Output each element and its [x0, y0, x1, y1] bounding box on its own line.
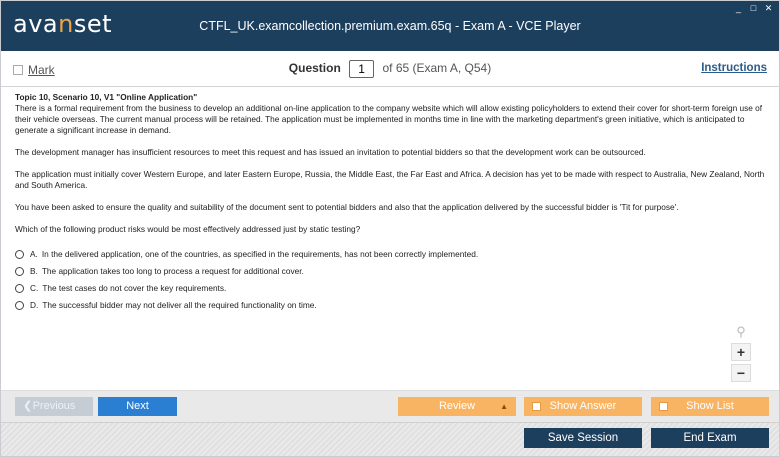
close-icon[interactable]: ✕	[764, 3, 773, 13]
radio-icon[interactable]	[15, 250, 24, 259]
show-answer-label: Show Answer	[549, 400, 617, 412]
question-navigator	[1, 60, 779, 78]
answer-option-a[interactable]	[15, 246, 767, 263]
next-button[interactable]: Next	[98, 397, 177, 416]
radio-icon[interactable]	[15, 267, 24, 276]
paragraph-1: There is a formal requirement from the business to develop an additional on-line application to the company website which will allow existing policyholders to extend their cover for short-term foreign use of their vehicle overseas. The current manual process will be retained. The application must be implemented in months time in line with the marketing department's green initiative, which is anticipated to generate a significant increase in demand.	[15, 103, 763, 135]
magnifier-icon[interactable]: ⚲	[736, 324, 746, 339]
save-session-button[interactable]: Save Session	[524, 428, 642, 448]
answer-letter: D.	[30, 300, 39, 310]
zoom-controls	[731, 324, 751, 382]
answer-letter: B.	[30, 266, 38, 276]
topic-heading: Topic 10, Scenario 10, V1 "Online Application"	[15, 92, 198, 102]
answer-letter: A.	[30, 249, 38, 259]
radio-icon[interactable]	[15, 301, 24, 310]
question-toolbar	[1, 51, 779, 87]
window-title: CTFL_UK.examcollection.premium.exam.65q - Exam A - VCE Player	[199, 19, 581, 33]
minimize-icon[interactable]: _	[735, 3, 741, 13]
question-content	[15, 92, 767, 314]
answer-list	[15, 246, 767, 314]
window-controls	[734, 4, 773, 13]
paragraph-3: The application must initially cover Western Europe, and later Eastern Europe, Russia, the Middle East, the Far East and Africa. A decision has yet to be made with respect to Australia, New Zealand, North and South America.	[15, 169, 765, 190]
answer-option-b[interactable]	[15, 263, 767, 280]
navigation-bar	[1, 390, 779, 422]
caret-up-icon: ▲	[500, 402, 508, 411]
review-button[interactable]	[398, 397, 516, 416]
previous-label: Previous	[32, 400, 76, 412]
checkbox-icon[interactable]	[659, 402, 668, 411]
question-number-input[interactable]: 1	[349, 60, 374, 78]
answer-letter: C.	[30, 283, 39, 293]
zoom-in-button[interactable]: +	[731, 343, 751, 361]
show-answer-button[interactable]	[524, 397, 642, 416]
answer-option-d[interactable]	[15, 297, 767, 314]
chevron-left-icon: ❮	[23, 400, 33, 412]
question-intro	[15, 92, 767, 136]
show-list-button[interactable]	[651, 397, 769, 416]
zoom-out-button[interactable]: −	[731, 364, 751, 382]
answer-text: The successful bidder may not deliver all the required functionality on time.	[42, 300, 317, 310]
session-bar	[1, 422, 779, 456]
instructions-link[interactable]: Instructions	[701, 62, 767, 74]
avanset-logo: avanset	[13, 10, 113, 38]
checkbox-icon[interactable]	[532, 402, 541, 411]
mark-label[interactable]: Mark	[28, 63, 55, 77]
answer-option-c[interactable]	[15, 280, 767, 297]
show-list-label: Show List	[686, 400, 734, 412]
question-count: of 65 (Exam A, Q54)	[382, 61, 492, 76]
answer-text: The test cases do not cover the key requirements.	[42, 283, 227, 293]
answer-text: The application takes too long to process a request for additional cover.	[41, 266, 304, 276]
previous-button[interactable]	[15, 397, 93, 416]
paragraph-2: The development manager has insufficient resources to meet this request and has issued an invitation to potential bidders so that the development work can be outsourced.	[15, 147, 646, 157]
review-label: Review	[438, 400, 476, 412]
end-exam-button[interactable]: End Exam	[651, 428, 769, 448]
radio-icon[interactable]	[15, 284, 24, 293]
question-prompt: Which of the following product risks would be most effectively addressed just by static testing?	[15, 224, 361, 234]
title-bar	[1, 1, 779, 51]
maximize-icon[interactable]: □	[750, 3, 757, 13]
question-label: Question	[288, 61, 341, 76]
answer-text: In the delivered application, one of the countries, as specified in the requirements, has not been correctly implemented.	[41, 249, 479, 259]
paragraph-4: You have been asked to ensure the quality and suitability of the document sent to potential bidders and also that the application delivered by the successful bidder is 'Tit for purpose'.	[15, 202, 679, 212]
